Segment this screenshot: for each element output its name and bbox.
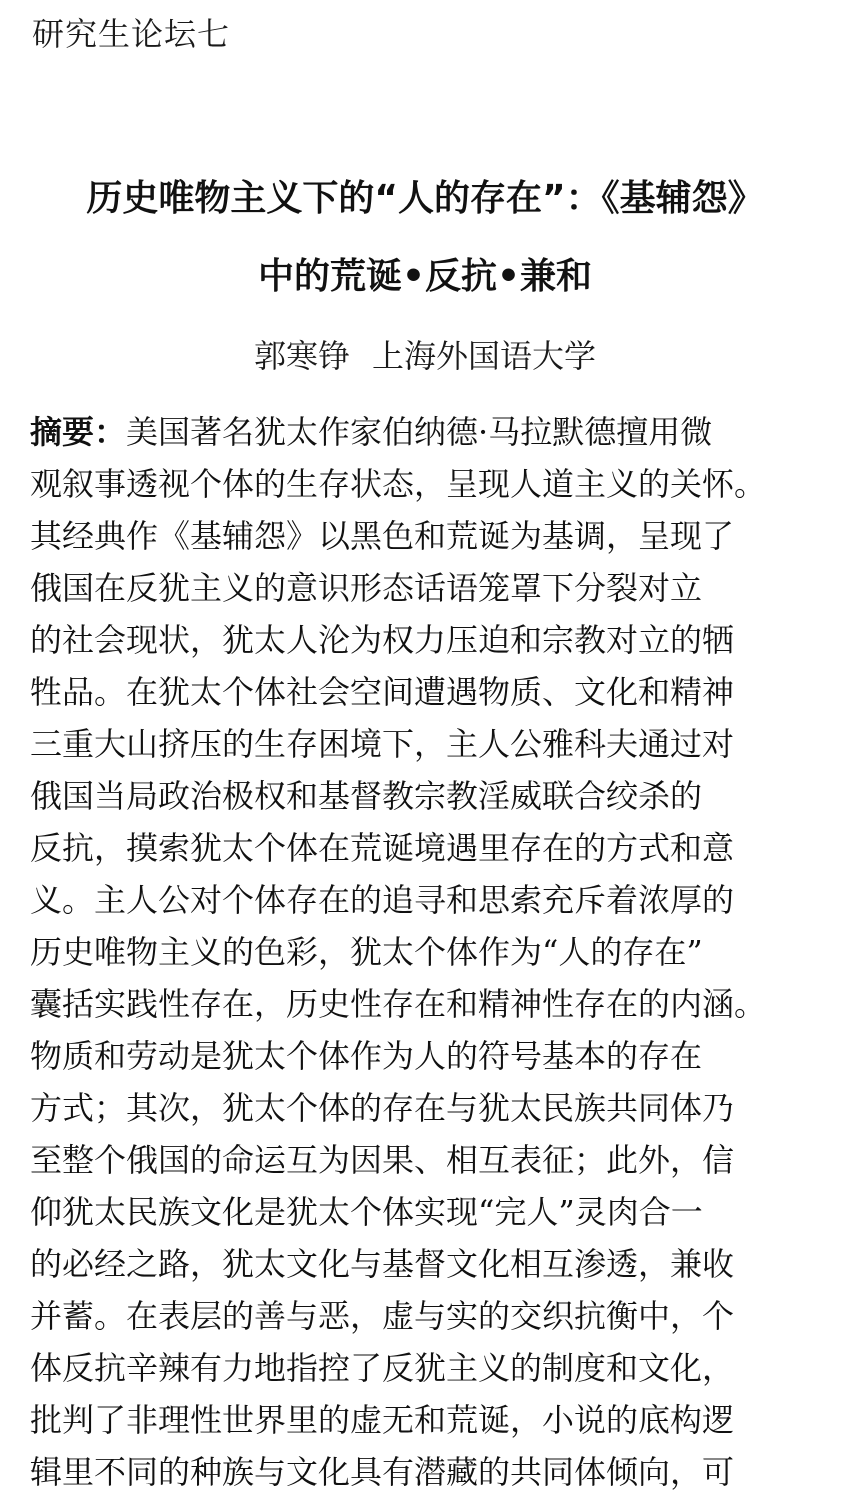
abstract-line: 俄国当局政治极权和基督教宗教淫威联合绞杀的 [30,777,703,815]
abstract-line: 辑里不同的种族与文化具有潜藏的共同体倾向，可 [30,1453,735,1491]
abstract-line: 观叙事透视个体的生存状态，呈现人道主义的关怀。 [30,465,767,503]
author-affiliation: 上海外国语大学 [372,337,597,375]
abstract-line: 历史唯物主义的色彩，犹太个体作为“人的存在” [30,933,703,971]
abstract-line: 囊括实践性存在，历史性存在和精神性存在的内涵。 [30,985,767,1023]
abstract-line: 仰犹太民族文化是犹太个体实现“完人”灵肉合一 [30,1193,703,1231]
section-label: 研究生论坛七 [32,15,231,53]
abstract-line: 牲品。在犹太个体社会空间遭遇物质、文化和精神 [30,673,735,711]
abstract-line: 至整个俄国的命运互为因果、相互表征；此外，信 [30,1141,735,1179]
abstract-line: 物质和劳动是犹太个体作为人的符号基本的存在 [30,1037,703,1075]
abstract-line: 俄国在反犹主义的意识形态话语笼罩下分裂对立 [30,569,703,607]
author-name: 郭寒铮 [253,337,350,375]
abstract-line: 其经典作《基辅怨》以黑色和荒诞为基调，呈现了 [30,517,735,555]
abstract-line: 批判了非理性世界里的虚无和荒诞，小说的底构逻 [30,1401,735,1439]
byline [0,334,850,378]
abstract-line: 体反抗辛辣有力地指控了反犹主义的制度和文化， [30,1349,735,1387]
abstract-line: 反抗，摸索犹太个体在荒诞境遇里存在的方式和意 [30,829,735,867]
title-line-1: 历史唯物主义下的“人的存在”：《基辅怨》 [86,178,764,219]
title-line-2: 中的荒诞•反抗•兼和 [257,256,593,297]
abstract-label: 摘要： [30,413,127,451]
abstract-line: 的社会现状，犹太人沦为权力压迫和宗教对立的牺 [30,621,735,659]
abstract-line: 并蓄。在表层的善与恶，虚与实的交织抗衡中，个 [30,1297,735,1335]
abstract-line: 三重大山挤压的生存困境下，主人公雅科夫通过对 [30,725,735,763]
article-title [20,160,830,316]
abstract-line-text: 美国著名犹太作家伯纳德·马拉默德擅用微 [126,413,713,451]
abstract-line [30,406,850,458]
abstract-line: 的必经之路，犹太文化与基督文化相互渗透，兼收 [30,1245,735,1283]
abstract-body [30,406,850,1498]
abstract-line: 义。主人公对个体存在的追寻和思索充斥着浓厚的 [30,881,735,919]
abstract-line: 方式；其次，犹太个体的存在与犹太民族共同体乃 [30,1089,735,1127]
